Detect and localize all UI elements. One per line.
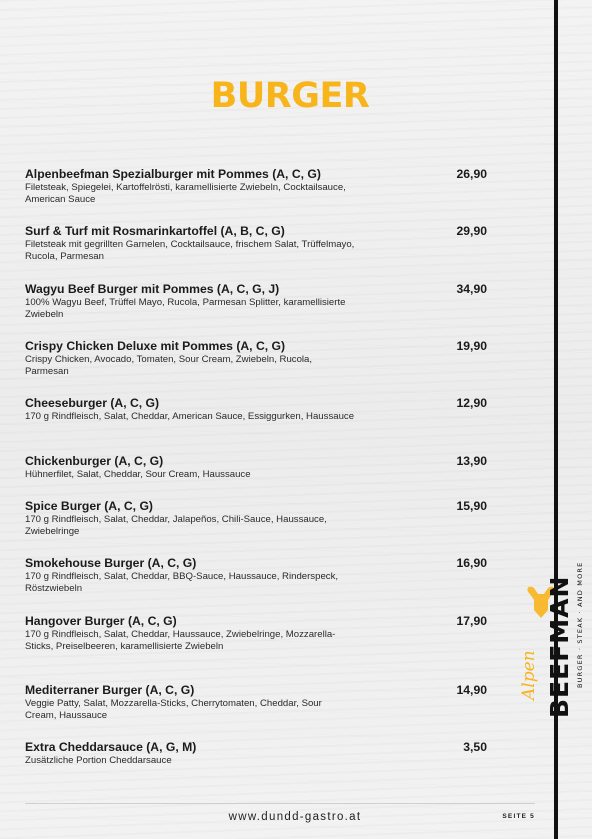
menu-item-name: Smokehouse Burger (A, C, G) [25, 556, 197, 570]
page-number: SEITE 5 [502, 813, 535, 820]
menu-item-description: Filetsteak mit gegrillten Garnelen, Cocktailsauce, frischem Salat, Trüffelmayo, Rucola, Parmesan [25, 239, 355, 263]
menu-item [25, 167, 355, 206]
brand-name: BEEFMAN [545, 575, 574, 718]
menu-item [25, 683, 355, 722]
menu-item-price: 3,50 [463, 740, 487, 754]
footer-website: www.dundd-gastro.at [228, 811, 362, 823]
brand-script: Alpen [519, 650, 539, 700]
menu-item [25, 454, 355, 481]
brand-logo [510, 530, 592, 730]
menu-item-name: Mediterraner Burger (A, C, G) [25, 683, 195, 697]
menu-item-description: 100% Wagyu Beef, Trüffel Mayo, Rucola, Parmesan Splitter, karamellisierte Zwiebeln [25, 297, 346, 321]
menu-item-description: Zusätzliche Portion Cheddarsauce [25, 755, 172, 766]
menu-item-name: Wagyu Beef Burger mit Pommes (A, C, G, J) [25, 282, 280, 296]
menu-item-price: 29,90 [456, 224, 487, 238]
menu-item-price: 34,90 [456, 282, 487, 296]
menu-item [25, 282, 355, 321]
menu-item-description: Veggie Patty, Salat, Mozzarella-Sticks, Cherrytomaten, Cheddar, Sour Cream, Haussauce [25, 698, 322, 722]
menu-item-price: 16,90 [456, 556, 487, 570]
menu-item [25, 224, 355, 263]
menu-item-name: Spice Burger (A, C, G) [25, 499, 153, 513]
menu-item-description: Filetsteak, Spiegelei, Kartoffelrösti, karamellisierte Zwiebeln, Cocktailsauce, American Sauce [25, 182, 346, 206]
menu-item-price: 15,90 [456, 499, 487, 513]
menu-item-name: Alpenbeefman Spezialburger mit Pommes (A, C, G) [25, 167, 321, 181]
menu-item [25, 396, 355, 423]
menu-item-price: 14,90 [456, 683, 487, 697]
menu-item-name: Hangover Burger (A, C, G) [25, 614, 177, 628]
menu-item-description: 170 g Rindfleisch, Salat, Cheddar, Jalapeños, Chili-Sauce, Haussauce, Zwiebelringe [25, 514, 327, 538]
menu-item-description: Crispy Chicken, Avocado, Tomaten, Sour Cream, Zwiebeln, Rucola, Parmesan [25, 354, 313, 378]
menu-item-description: 170 g Rindfleisch, Salat, Cheddar, BBQ-Sauce, Haussauce, Rinderspeck, Röstzwiebeln [25, 571, 339, 595]
menu-item-price: 12,90 [456, 396, 487, 410]
menu-item-description: 170 g Rindfleisch, Salat, Cheddar, Haussauce, Zwiebelringe, Mozzarella-Sticks, Preiselbeeren, karamellisierte Zwiebeln [25, 629, 336, 653]
menu-item [25, 499, 355, 538]
menu-item-price: 19,90 [456, 339, 487, 353]
menu-item [25, 339, 355, 378]
menu-item-description: 170 g Rindfleisch, Salat, Cheddar, American Sauce, Essiggurken, Haussauce [25, 411, 355, 422]
menu-item-name: Extra Cheddarsauce (A, G, M) [25, 740, 197, 754]
footer-divider [25, 803, 535, 804]
menu-item-name: Cheeseburger (A, C, G) [25, 396, 160, 410]
page-title: BURGER [210, 76, 370, 116]
menu-item-price: 13,90 [456, 454, 487, 468]
menu-item [25, 556, 355, 595]
menu-item-name: Surf & Turf mit Rosmarinkartoffel (A, B, C, G) [25, 224, 285, 238]
menu-item-price: 17,90 [456, 614, 487, 628]
menu-item [25, 614, 355, 653]
menu-item-description: Hühnerfilet, Salat, Cheddar, Sour Cream, Haussauce [25, 469, 251, 480]
brand-tagline: BURGER · STEAK · AND MORE [576, 561, 584, 688]
menu-item [25, 740, 355, 767]
menu-item-name: Crispy Chicken Deluxe mit Pommes (A, C, G) [25, 339, 286, 353]
menu-item-name: Chickenburger (A, C, G) [25, 454, 164, 468]
menu-item-price: 26,90 [456, 167, 487, 181]
